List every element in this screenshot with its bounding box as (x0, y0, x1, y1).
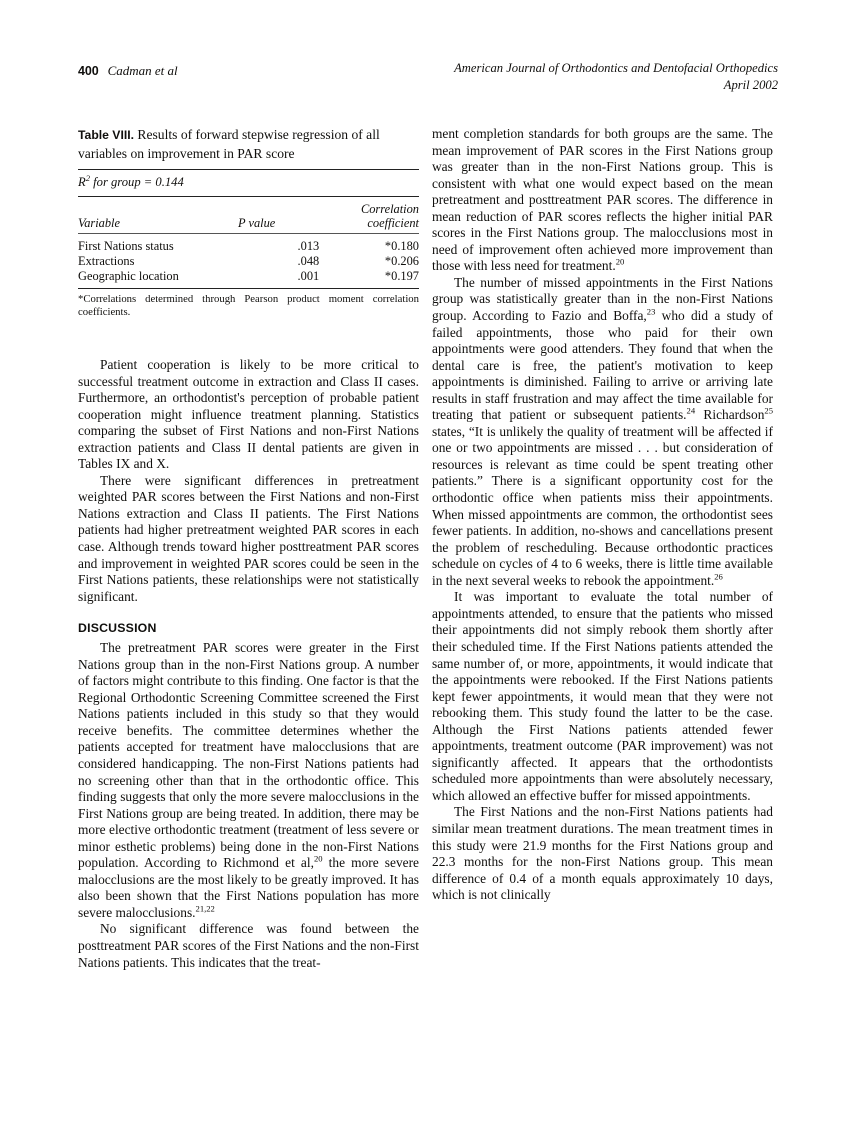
paragraph-pretreatment-differences: There were significant differences in pretreatment weighted PAR scores between the First Nations and non-First Nations extraction and Class II patients. The First Nations patients had higher pretreatment weighted PAR scores in each case. Although trends toward higher posttreatment PAR scores and improvement in weighted PAR scores could be seen in the First Nations patients, these relationships were not statistically significant. (78, 472, 419, 604)
table-body-wrap (78, 234, 419, 288)
cell-correlation: *0.206 (384, 253, 419, 268)
paragraph-treatment-durations: The First Nations and the non-First Nations patients had similar mean treatment durations. The mean treatment times in this study were 21.9 months for the First Nations group and 22.3 months for the non-First Nations group. This mean difference of 0.4 of a month equals approximately 10 days, which is not clinically (432, 804, 773, 903)
table-caption (78, 126, 419, 162)
issue-date: April 2002 (723, 77, 778, 92)
paragraph-appointments-attended: It was important to evaluate the total number of appointments attended, to ensure that the patients who missed their appointments did not simply rebook them shortly after their scheduled time. If the First Nations patients attended the same number of, or more, appointments, it would indicate that the appointments were rebooked. If the First Nations patients kept fewer appointments, it would mean that they were not rebooking them. This study found the latter to be the case. Although the First Nations patients attended fewer appointments, treatment outcome (PAR improvement) was not significantly affected. It appears that the orthodontists scheduled more appointments than were absolutely necessary, which allowed an effective buffer for missed appointments. (432, 589, 773, 803)
treatment-standards-text: ment completion standards for both groups are the same. The mean improvement of PAR scores in the First Nations group was greater than in the non-First Nations group. This is consistent with what one would expect based on the mean pretreatment and posttreatment PAR scores. The difference in mean reduction of PAR scores reflects the higher initial PAR scores in the First Nations group. The malocclusions most in need of improvement often achieved more improvement than those with less need for treatment. (432, 126, 773, 274)
r2-value-text: for group = 0.144 (90, 175, 184, 189)
running-head-right (454, 60, 778, 93)
right-column (432, 126, 773, 904)
cell-variable: Geographic location (78, 268, 179, 283)
table-spacer (78, 319, 419, 357)
discussion-1-text: The pretreatment PAR scores were greater in the First Nations group than in the non-First Nations group. A number of factors might contribute to this finding. One factor is that the Regional Orthodontic Screening Committee screened the First Nations patients included in this study so that they would receive benefits. The committee determines whether the patients accepted for treatment have malocclusions that are considered handicapping. The non-First Nations patients had no screening other than that in the orthodontic office. This finding suggests that only the more severe malocclusions in the First Nations group are being treated. In addition, there may be more elective orthodontic treatment (treatment of less severe or minor esthetic problems) being done in the non-First Nations population. (78, 640, 419, 871)
table-footnote: *Correlations determined through Pearson product moment correlation coefficients. (78, 293, 419, 319)
paragraph-patient-cooperation: Patient cooperation is likely to be more critical to successful treatment outcome in extraction and Class II cases. Furthermore, an orthodontist's perception of probable patient cooperation might influence treatment planning. Statistics comparing the subset of First Nations and non-First Nations extraction patients and Class II dental patients are given in Tables IX and X. (78, 356, 419, 472)
table-label: Table VIII. (78, 128, 134, 142)
left-column (78, 126, 419, 971)
table-row (78, 254, 419, 269)
cell-p-value: .048 (297, 253, 320, 268)
reference-marker-20: 20 (615, 256, 625, 267)
paragraph-missed-appointments (432, 275, 773, 589)
table-row (78, 269, 419, 289)
column-header-variable: Variable (78, 216, 120, 230)
table-caption-text: Results of forward stepwise regression of all variables on improvement in PAR score (78, 127, 380, 161)
reference-marker-25: 25 (764, 405, 773, 416)
table-viii (78, 126, 419, 319)
running-head-authors: Cadman et al (107, 63, 178, 78)
richmond-text-before: According to Richmond et al, (144, 855, 314, 871)
heading-discussion: DISCUSSION (78, 621, 157, 636)
paragraph-no-significant-difference: No significant difference was found between the posttreatment PAR scores of the First Nations and the non-First Nations patients. This indicates that the treat- (78, 921, 419, 970)
table-r-squared (78, 170, 419, 196)
running-head-left (78, 62, 178, 80)
running-head (78, 60, 778, 100)
r2-exponent: 2 (85, 172, 90, 183)
reference-marker-23: 23 (646, 306, 656, 317)
table-data (78, 197, 419, 233)
column-header-correlation-line2: coefficient (367, 216, 419, 230)
page-number: 400 (78, 64, 99, 78)
richmond-text-mid: the more severe malocclusions are the most likely to be greatly improved. It has also been shown that the First Nations population has more severe malocclusions. (78, 855, 419, 920)
reference-marker-20: 20 (313, 853, 323, 864)
cell-correlation: *0.180 (384, 239, 419, 253)
table-body (78, 234, 419, 288)
table-row (78, 234, 419, 254)
reference-marker-24: 24 (686, 405, 696, 416)
journal-title: American Journal of Orthodontics and Dentofacial Orthopedics (454, 61, 778, 75)
cell-correlation: *0.197 (384, 268, 419, 283)
cell-variable: First Nations status (78, 239, 174, 253)
column-header-correlation (330, 197, 419, 233)
cell-p-value: .013 (297, 239, 320, 253)
r2-symbol: R (78, 175, 86, 189)
missed-appointments-text-d: states, “It is unlikely the quality of treatment will be affected if one or two appointments are missed . . . but consideration of resources is relevant as time could be spent treating other patients.” There is a significant opportunity cost for the orthodontic office when patients miss their appointments. When missed appointments are common, the orthodontist sees fewer patients. In addition, no-shows and cancellations present the problem of rescheduling. Because orthodontic practices schedule on cycles of 4 to 6 weeks, there is little time available in the next several weeks to rebook the appointment. (432, 423, 773, 588)
table-head (78, 197, 419, 233)
column-header-correlation-line1: Correlation (360, 202, 419, 216)
cell-p-value: .001 (297, 268, 320, 283)
paragraph-treatment-standards (432, 126, 773, 275)
missed-appointments-text-b: who did a study of failed appointments, those who paid for their own appointments were good attenders. They found that when the dental care is free, the patient's motivation to keep appointments is diminished. Failing to arrive or arriving late results in staff frustration and may affect the time available for treating that patient or subsequent patients. (432, 308, 774, 423)
missed-appointments-text-a: The number of missed appointments in the First Nations group was statistically greater than in the non-First Nations group. According to Fazio and Boffa, (432, 274, 773, 324)
missed-appointments-text-c: Richardson (695, 407, 765, 423)
table-header-row (78, 197, 419, 233)
cell-variable: Extractions (78, 253, 135, 268)
paragraph-discussion-1 (78, 640, 419, 921)
column-header-p-value: P value (238, 216, 276, 230)
reference-marker-26: 26 (714, 571, 723, 582)
reference-marker-21-22: 21,22 (195, 903, 215, 914)
